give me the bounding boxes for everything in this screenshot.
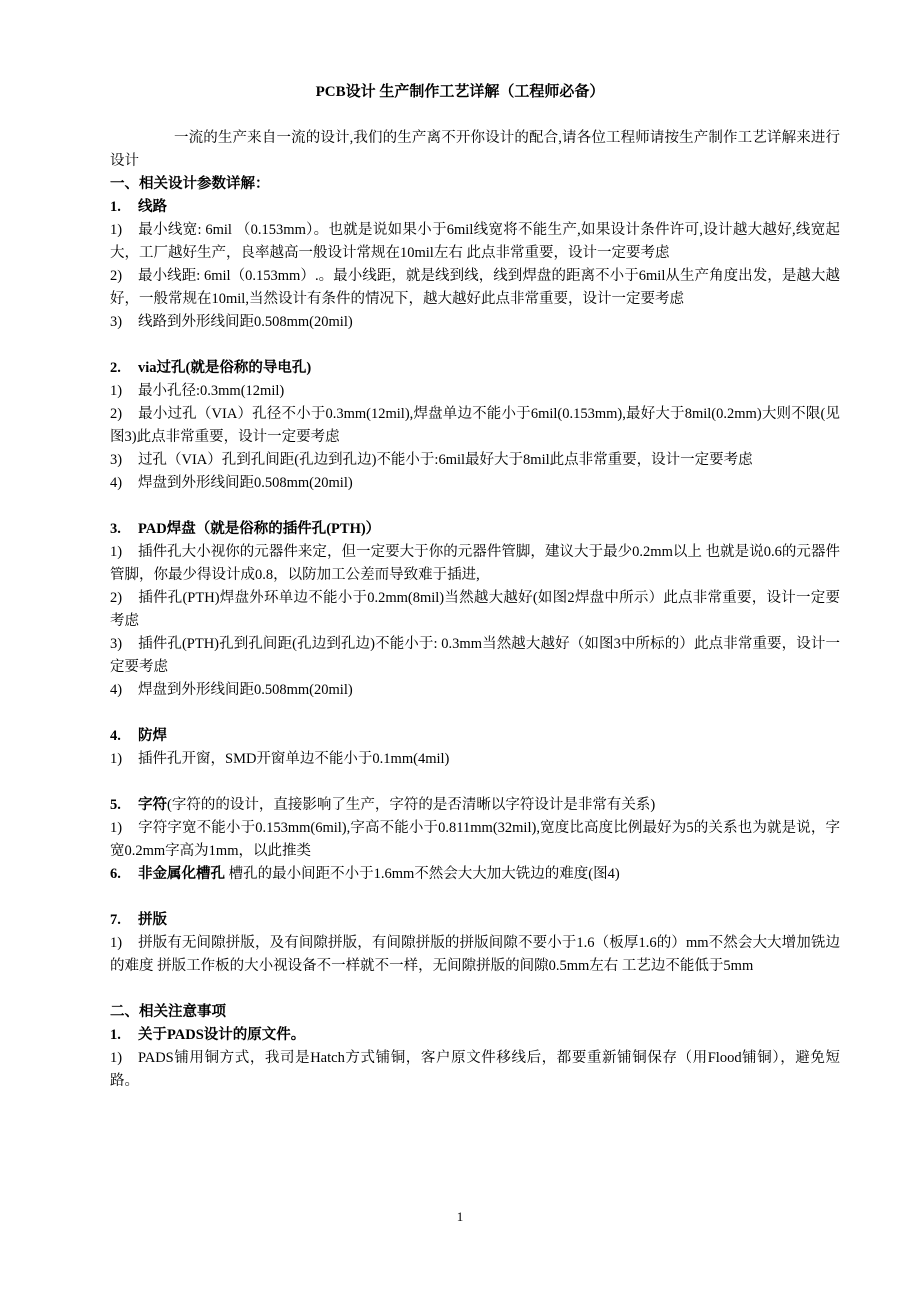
list-item: 4) 焊盘到外形线间距0.508mm(20mil) [110,475,353,491]
subsection-heading-6: 6. 非金属化槽孔 槽孔的最小间距不小于1.6mm不然会大大加大铣边的难度(图4) [110,866,620,882]
subsection-heading-4: 4. 防焊 [110,728,167,744]
page-title: PCB设计 生产制作工艺详解（工程师必备） [315,84,605,100]
page-number: 1 [456,1209,464,1224]
list-item: 1) 插件孔大小视你的元器件来定，但一定要大于你的元器件管脚，建议大于最少0.2mm以上 也就是说0.6的元器件管脚，你最少得设计成0.8，以防加工公差而导致难于插进, [110,544,840,583]
subsection-heading-5: 5. 字符(字符的的设计，直接影响了生产，字符的是否清晰以字符设计是非常有关系) [110,797,656,813]
section-2-heading: 二、相关注意事项 [110,1004,226,1020]
list-item: 1) 拼版有无间隙拼版，及有间隙拼版，有间隙拼版的拼版间隙不要小于1.6（板厚1.6的）mm不然会大大增加铣边的难度 拼版工作板的大小视设备不一样就不一样，无间隙拼版的间隙0.5mm左右 工艺边不能低于5mm [110,935,840,974]
list-item: 1) PADS铺用铜方式，我司是Hatch方式铺铜，客户原文件移线后，都要重新铺铜保存（用Flood铺铜），避免短路。 [110,1050,840,1089]
list-item: 1) 字符字宽不能小于0.153mm(6mil),字高不能小于0.811mm(32mil),宽度比高度比例最好为5的关系也为就是说，字宽0.2mm字高为1mm，以此推类 [110,820,840,859]
intro-paragraph: 一流的生产来自一流的设计,我们的生产离不开你设计的配合,请各位工程师请按生产制作工艺详解来进行设计 [110,130,840,169]
list-item: 2) 最小过孔（VIA）孔径不小于0.3mm(12mil),焊盘单边不能小于6mil(0.153mm),最好大于8mil(0.2mm)大则不限(见图3)此点非常重要，设计一定要考虑 [110,406,840,445]
section-1-heading: 一、相关设计参数详解： [110,176,270,192]
list-item: 4) 焊盘到外形线间距0.508mm(20mil) [110,682,353,698]
subsection-heading-3: 3. PAD焊盘（就是俗称的插件孔(PTH)） [110,521,381,537]
list-item: 1) 最小线宽: 6mil （0.153mm）。也就是说如果小于6mil线宽将不能生产,如果设计条件许可,设计越大越好,线宽起大，工厂越好生产，良率越高一般设计常规在10mil左右 此点非常重要，设计一定要考虑 [110,222,840,261]
list-item: 3) 线路到外形线间距0.508mm(20mil) [110,314,353,330]
list-item: 2) 最小线距: 6mil（0.153mm）.。最小线距，就是线到线，线到焊盘的距离不小于6mil从生产角度出发，是越大越好，一般常规在10mil,当然设计有条件的情况下，越大越好此点非常重要，设计一定要考虑 [110,268,840,307]
list-item: 1) 最小孔径:0.3mm(12mil) [110,383,285,399]
subsection-title: 线路 [138,199,167,215]
list-item: 2) 插件孔(PTH)焊盘外环单边不能小于0.2mm(8mil)当然越大越好(如图2焊盘中所示）此点非常重要，设计一定要考虑 [110,590,840,629]
subsection-number: 1. [110,199,121,215]
list-item: 1) 插件孔开窗，SMD开窗单边不能小于0.1mm(4mil) [110,751,450,767]
list-item: 3) 插件孔(PTH)孔到孔间距(孔边到孔边)不能小于: 0.3mm当然越大越好（如图3中所标的）此点非常重要，设计一定要考虑 [110,636,840,675]
list-item: 3) 过孔（VIA）孔到孔间距(孔边到孔边)不能小于:6mil最好大于8mil此点非常重要，设计一定要考虑 [110,452,753,468]
subsection-heading-1 [110,196,840,219]
subsection-heading-7: 7. 拼版 [110,912,167,928]
section-2-subsection-heading-1: 1. 关于PADS设计的原文件。 [110,1027,306,1043]
document-body [110,127,840,1093]
subsection-heading-2: 2. via过孔(就是俗称的导电孔) [110,360,312,376]
